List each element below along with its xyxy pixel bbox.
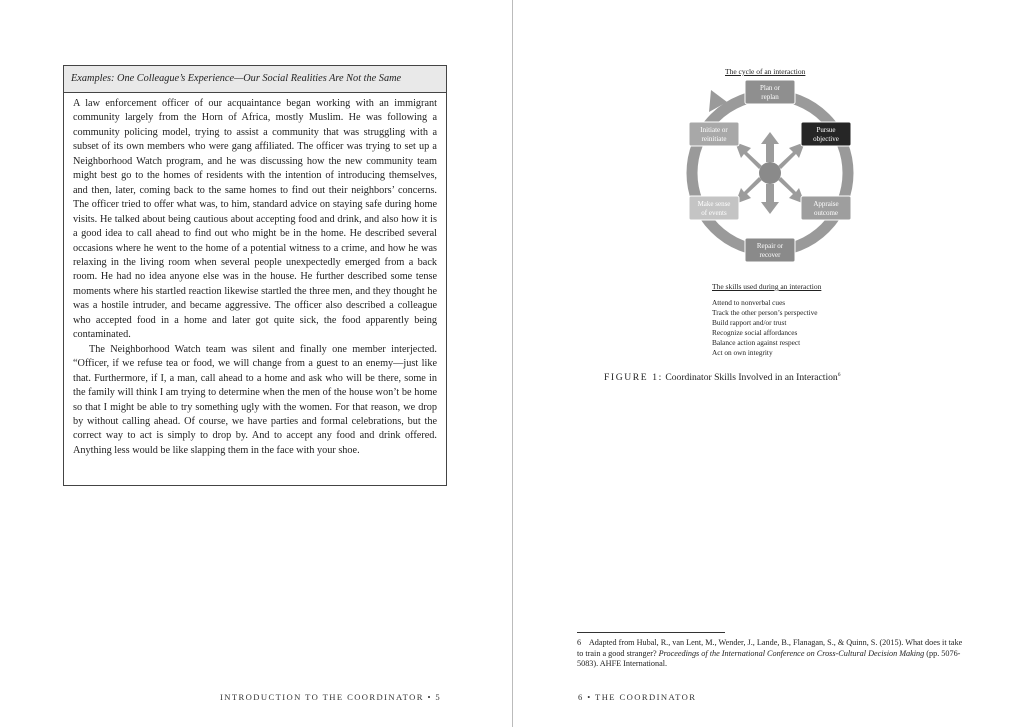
node-make-sense-of-events bbox=[689, 196, 739, 220]
center-hub bbox=[735, 132, 805, 214]
node-initiate-or-reinitiate bbox=[689, 122, 739, 146]
box-paragraph-1: A law enforcement officer of our acquaintance began working with an immigrant community largely from the Horn of Africa, mostly Muslim. He was following a community policing model, trying to assist a community that was struggling with a subset of its own members who were gang affiliated. The officer was trying to set up a Neighborhood Watch program, and he was discussing how the new community team might best go to the homes of residents with the intention of introducing themselves, and then, later, coming back to the same homes to find out their neighbors’ concerns. The officer tried to offer what was, to him, standard advice on staying safe during home visits. He talked about being cautious about accepting food and drink, and also how it is a good idea to call ahead to find out who might be in the home. He described several occasions where he went to the home of a potential witness to a crime, and how he was relaxing in the living room when several people unexpectedly emerged from a back room. He had no idea anyone else was in the house. He further described some tense moments where his startled reaction likewise startled the three men, and they thought he was a hostile intruder, and became aggressive. The officer also described a colleague who accepted food in a home and later got quite sick, the food apparently being contaminated. bbox=[73, 98, 437, 341]
skill-item: Recognize social affordances bbox=[712, 327, 798, 337]
left-folio: INTRODUCTION TO THE COORDINATOR • 5 bbox=[220, 692, 442, 702]
node-label: objective bbox=[813, 135, 839, 143]
node-appraise-outcome bbox=[801, 196, 851, 220]
node-repair-or-recover bbox=[745, 238, 795, 262]
interaction-cycle-diagram bbox=[675, 76, 865, 270]
box-paragraph-2: The Neighborhood Watch team was silent and finally one member interjected. “Officer, if we refuse tea or food, we will change from a guest to an enemy—just like that. Furthermore, if I, a man, call ahead to a home and ask who will be there, some in the family will think I am trying to determine when the men of the house won’t be home so that I might be able to try something ugly with the women. For that reason, we drop by without calling ahead. Of course, we have parties and formal celebrations, but the correct way to act is simply to drop by. And to accept any food and drink offered. Anything less would be like slapping them in the face with your shoe. bbox=[73, 343, 437, 456]
caption-label: FIGURE 1: bbox=[604, 372, 663, 384]
node-label: Initiate or bbox=[700, 126, 728, 134]
box-body bbox=[64, 93, 446, 458]
skills-title: The skills used during an interaction bbox=[712, 282, 822, 291]
footnote-number: 6 bbox=[577, 638, 582, 647]
figure-caption bbox=[604, 372, 840, 383]
node-pursue-objective bbox=[801, 122, 851, 146]
node-label: of events bbox=[701, 209, 727, 217]
skill-item: Track the other person’s perspective bbox=[712, 307, 818, 317]
footnote-rule bbox=[577, 632, 725, 633]
node-plan-or-replan bbox=[745, 80, 795, 104]
skills-list bbox=[712, 298, 818, 357]
skill-item: Build rapport and/or trust bbox=[712, 317, 787, 327]
skill-item: Act on own integrity bbox=[712, 347, 773, 357]
node-label: Appraise bbox=[813, 200, 839, 208]
node-label: replan bbox=[761, 93, 779, 101]
node-label: reinitiate bbox=[701, 135, 727, 143]
node-label: Plan or bbox=[759, 84, 781, 92]
footnote-text: Adapted from Hubal, R., van Lent, M., Wender, J., Lande, B., Flanagan, S., & Quinn, S. (2015). What does it take to train a good stranger? bbox=[577, 638, 963, 658]
figure-title: The cycle of an interaction bbox=[725, 67, 806, 76]
caption-text: Coordinator Skills Involved in an Interaction bbox=[665, 372, 838, 384]
example-box bbox=[63, 65, 447, 486]
node-label: Pursue bbox=[816, 126, 836, 134]
footnote bbox=[577, 638, 969, 670]
node-label: Repair or bbox=[756, 242, 784, 250]
box-title: Examples: One Colleague’s Experience—Our Social Realities Are Not the Same bbox=[64, 66, 446, 93]
skill-item: Attend to nonverbal cues bbox=[712, 298, 786, 307]
skill-item: Balance action against respect bbox=[712, 337, 801, 347]
footnote-text-end: (pp. 5076-5083). AHFE International. bbox=[577, 648, 961, 668]
right-folio: 6 • THE COORDINATOR bbox=[578, 692, 697, 702]
caption-footnote-ref: 6 bbox=[837, 372, 841, 378]
right-page bbox=[513, 0, 1024, 727]
node-label: recover bbox=[759, 251, 781, 259]
footnote-proceedings-title: Proceedings of the International Conference on Cross-Cultural Decision Making bbox=[658, 648, 925, 658]
node-label: outcome bbox=[813, 209, 839, 217]
node-label: Make sense bbox=[697, 200, 731, 208]
